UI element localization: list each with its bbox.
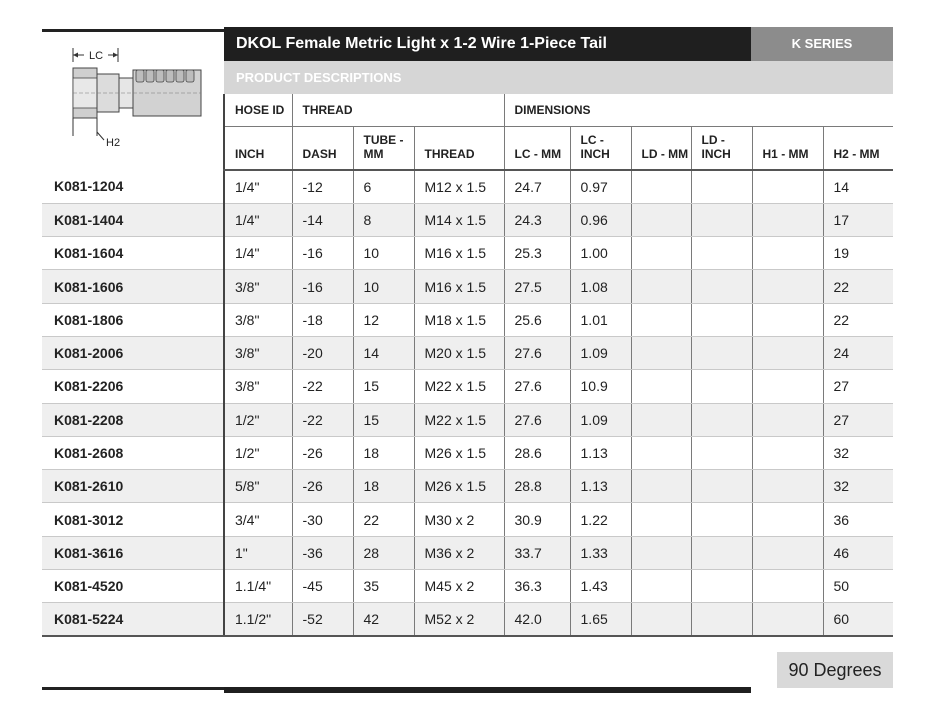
cell-lc-inch: 1.01 — [570, 303, 631, 336]
cell-h2-mm: 60 — [823, 603, 893, 636]
cell-h1-mm — [752, 403, 823, 436]
cell-dash: -52 — [292, 603, 353, 636]
cell-thread: M14 x 1.5 — [414, 203, 504, 236]
top-rule — [42, 29, 224, 32]
cell-lc-inch: 10.9 — [570, 370, 631, 403]
cell-inch: 3/8" — [224, 370, 292, 403]
cell-dash: -18 — [292, 303, 353, 336]
table-row — [42, 303, 893, 336]
table-row — [42, 170, 893, 203]
cell-thread: M36 x 2 — [414, 536, 504, 569]
cell-inch: 1/4" — [224, 237, 292, 270]
cell-h1-mm — [752, 536, 823, 569]
cell-part-number: K081-4520 — [42, 570, 224, 603]
cell-lc-mm: 28.8 — [504, 470, 570, 503]
lc-label: LC — [88, 50, 104, 62]
cell-ld-mm — [631, 570, 691, 603]
table-row — [42, 403, 893, 436]
cell-part-number: K081-1404 — [42, 203, 224, 236]
cell-tube-mm: 18 — [353, 436, 414, 469]
cell-inch: 1/4" — [224, 170, 292, 203]
col-lc-inch: LC - INCH — [570, 126, 631, 170]
cell-ld-inch — [691, 603, 752, 636]
cell-dash: -26 — [292, 470, 353, 503]
cell-ld-inch — [691, 237, 752, 270]
cell-h1-mm — [752, 436, 823, 469]
cell-part-number: K081-3616 — [42, 536, 224, 569]
cell-thread: M30 x 2 — [414, 503, 504, 536]
cell-ld-mm — [631, 536, 691, 569]
cell-tube-mm: 10 — [353, 237, 414, 270]
cell-h2-mm: 19 — [823, 237, 893, 270]
cell-tube-mm: 22 — [353, 503, 414, 536]
corner-cell — [42, 94, 224, 126]
table-row — [42, 237, 893, 270]
cell-lc-inch: 1.09 — [570, 403, 631, 436]
col-ld-inch: LD - INCH — [691, 126, 752, 170]
cell-ld-inch — [691, 270, 752, 303]
cell-tube-mm: 15 — [353, 403, 414, 436]
cell-part-number: K081-1204 — [42, 170, 224, 203]
cell-lc-mm: 27.6 — [504, 336, 570, 369]
cell-lc-mm: 25.3 — [504, 237, 570, 270]
cell-ld-inch — [691, 170, 752, 203]
cell-h2-mm: 14 — [823, 170, 893, 203]
cell-thread: M12 x 1.5 — [414, 170, 504, 203]
cell-part-number: K081-2608 — [42, 436, 224, 469]
angle-badge: 90 Degrees — [777, 652, 893, 688]
cell-inch: 1.1/2" — [224, 603, 292, 636]
cell-ld-inch — [691, 336, 752, 369]
col-thread: THREAD — [414, 126, 504, 170]
cell-part-number: K081-2006 — [42, 336, 224, 369]
cell-part-number: K081-3012 — [42, 503, 224, 536]
cell-h2-mm: 46 — [823, 536, 893, 569]
cell-tube-mm: 42 — [353, 603, 414, 636]
section-subtitle: PRODUCT DESCRIPTIONS — [224, 61, 893, 94]
cell-lc-inch: 1.65 — [570, 603, 631, 636]
cell-ld-inch — [691, 570, 752, 603]
cell-h1-mm — [752, 170, 823, 203]
cell-thread: M26 x 1.5 — [414, 436, 504, 469]
cell-inch: 1/2" — [224, 403, 292, 436]
cell-ld-mm — [631, 203, 691, 236]
cell-part-number: K081-1806 — [42, 303, 224, 336]
cell-h1-mm — [752, 203, 823, 236]
table-row — [42, 536, 893, 569]
cell-inch: 1/4" — [224, 203, 292, 236]
col-h2-mm: H2 - MM — [823, 126, 893, 170]
cell-lc-mm: 27.6 — [504, 370, 570, 403]
cell-lc-mm: 28.6 — [504, 436, 570, 469]
cell-dash: -22 — [292, 370, 353, 403]
cell-dash: -16 — [292, 270, 353, 303]
group-dimensions: DIMENSIONS — [504, 94, 893, 126]
cell-ld-mm — [631, 237, 691, 270]
table-row — [42, 470, 893, 503]
product-table — [42, 94, 893, 637]
cell-lc-inch: 0.97 — [570, 170, 631, 203]
table-row — [42, 570, 893, 603]
cell-lc-inch: 1.13 — [570, 436, 631, 469]
page-title: DKOL Female Metric Light x 1-2 Wire 1-Piece Tail — [224, 27, 751, 61]
cell-part-number: K081-2206 — [42, 370, 224, 403]
cell-lc-inch: 1.22 — [570, 503, 631, 536]
cell-inch: 1" — [224, 536, 292, 569]
cell-thread: M26 x 1.5 — [414, 470, 504, 503]
cell-h1-mm — [752, 603, 823, 636]
cell-ld-inch — [691, 536, 752, 569]
cell-thread: M22 x 1.5 — [414, 403, 504, 436]
cell-tube-mm: 28 — [353, 536, 414, 569]
cell-lc-mm: 25.6 — [504, 303, 570, 336]
table-row — [42, 603, 893, 636]
cell-h1-mm — [752, 370, 823, 403]
table-row — [42, 370, 893, 403]
cell-h2-mm: 32 — [823, 470, 893, 503]
cell-thread: M18 x 1.5 — [414, 303, 504, 336]
cell-tube-mm: 35 — [353, 570, 414, 603]
cell-tube-mm: 8 — [353, 203, 414, 236]
cell-lc-inch: 1.00 — [570, 237, 631, 270]
cell-h1-mm — [752, 470, 823, 503]
cell-ld-mm — [631, 503, 691, 536]
cell-h1-mm — [752, 270, 823, 303]
group-thread: THREAD — [292, 94, 504, 126]
cell-part-number: K081-5224 — [42, 603, 224, 636]
cell-dash: -36 — [292, 536, 353, 569]
cell-thread: M45 x 2 — [414, 570, 504, 603]
h2-label: H2 — [106, 137, 121, 149]
cell-inch: 1/2" — [224, 436, 292, 469]
cell-h2-mm: 22 — [823, 270, 893, 303]
cell-ld-inch — [691, 403, 752, 436]
cell-lc-mm: 30.9 — [504, 503, 570, 536]
cell-part-number: K081-2208 — [42, 403, 224, 436]
cell-lc-mm: 42.0 — [504, 603, 570, 636]
cell-thread: M20 x 1.5 — [414, 336, 504, 369]
cell-lc-mm: 27.5 — [504, 270, 570, 303]
cell-inch: 1.1/4" — [224, 570, 292, 603]
cell-h2-mm: 50 — [823, 570, 893, 603]
cell-part-number: K081-1606 — [42, 270, 224, 303]
cell-ld-mm — [631, 370, 691, 403]
cell-lc-inch: 0.96 — [570, 203, 631, 236]
cell-tube-mm: 6 — [353, 170, 414, 203]
cell-thread: M16 x 1.5 — [414, 270, 504, 303]
cell-ld-mm — [631, 170, 691, 203]
cell-thread: M22 x 1.5 — [414, 370, 504, 403]
cell-h2-mm: 27 — [823, 403, 893, 436]
cell-dash: -16 — [292, 237, 353, 270]
corner-cell — [42, 126, 224, 170]
cell-ld-mm — [631, 603, 691, 636]
cell-thread: M16 x 1.5 — [414, 237, 504, 270]
cell-ld-inch — [691, 436, 752, 469]
cell-tube-mm: 10 — [353, 270, 414, 303]
cell-lc-inch: 1.43 — [570, 570, 631, 603]
cell-tube-mm: 12 — [353, 303, 414, 336]
cell-dash: -12 — [292, 170, 353, 203]
cell-h2-mm: 36 — [823, 503, 893, 536]
cell-dash: -26 — [292, 436, 353, 469]
cell-ld-mm — [631, 403, 691, 436]
cell-lc-inch: 1.33 — [570, 536, 631, 569]
cell-h1-mm — [752, 570, 823, 603]
cell-h2-mm: 24 — [823, 336, 893, 369]
cell-h1-mm — [752, 237, 823, 270]
cell-thread: M52 x 2 — [414, 603, 504, 636]
cell-tube-mm: 15 — [353, 370, 414, 403]
cell-dash: -14 — [292, 203, 353, 236]
cell-ld-mm — [631, 303, 691, 336]
cell-lc-mm: 24.3 — [504, 203, 570, 236]
cell-ld-inch — [691, 370, 752, 403]
cell-inch: 3/8" — [224, 270, 292, 303]
cell-ld-inch — [691, 203, 752, 236]
col-dash: DASH — [292, 126, 353, 170]
cell-inch: 3/8" — [224, 303, 292, 336]
table-row — [42, 436, 893, 469]
table-row — [42, 336, 893, 369]
cell-dash: -45 — [292, 570, 353, 603]
cell-ld-inch — [691, 470, 752, 503]
cell-part-number: K081-1604 — [42, 237, 224, 270]
cell-lc-inch: 1.08 — [570, 270, 631, 303]
cell-inch: 3/4" — [224, 503, 292, 536]
cell-ld-mm — [631, 470, 691, 503]
cell-dash: -22 — [292, 403, 353, 436]
cell-dash: -30 — [292, 503, 353, 536]
cell-lc-mm: 36.3 — [504, 570, 570, 603]
cell-h1-mm — [752, 503, 823, 536]
col-ld-mm: LD - MM — [631, 126, 691, 170]
cell-tube-mm: 14 — [353, 336, 414, 369]
cell-ld-inch — [691, 503, 752, 536]
cell-lc-mm: 33.7 — [504, 536, 570, 569]
cell-h1-mm — [752, 303, 823, 336]
col-tube-mm: TUBE - MM — [353, 126, 414, 170]
series-badge: K SERIES — [751, 27, 893, 61]
cell-h2-mm: 32 — [823, 436, 893, 469]
cell-inch: 3/8" — [224, 336, 292, 369]
cell-part-number: K081-2610 — [42, 470, 224, 503]
cell-h2-mm: 22 — [823, 303, 893, 336]
cell-ld-mm — [631, 436, 691, 469]
cell-h1-mm — [752, 336, 823, 369]
table-row — [42, 203, 893, 236]
cell-lc-inch: 1.13 — [570, 470, 631, 503]
bottom-bar — [224, 687, 751, 693]
cell-ld-inch — [691, 303, 752, 336]
cell-lc-mm: 27.6 — [504, 403, 570, 436]
table-row — [42, 503, 893, 536]
col-lc-mm: LC - MM — [504, 126, 570, 170]
group-hose-id: HOSE ID — [224, 94, 292, 126]
cell-ld-mm — [631, 270, 691, 303]
cell-lc-mm: 24.7 — [504, 170, 570, 203]
cell-lc-inch: 1.09 — [570, 336, 631, 369]
col-inch: INCH — [224, 126, 292, 170]
cell-dash: -20 — [292, 336, 353, 369]
cell-inch: 5/8" — [224, 470, 292, 503]
cell-ld-mm — [631, 336, 691, 369]
cell-tube-mm: 18 — [353, 470, 414, 503]
cell-h2-mm: 27 — [823, 370, 893, 403]
table-row — [42, 270, 893, 303]
bottom-rule — [42, 687, 224, 690]
col-h1-mm: H1 - MM — [752, 126, 823, 170]
cell-h2-mm: 17 — [823, 203, 893, 236]
